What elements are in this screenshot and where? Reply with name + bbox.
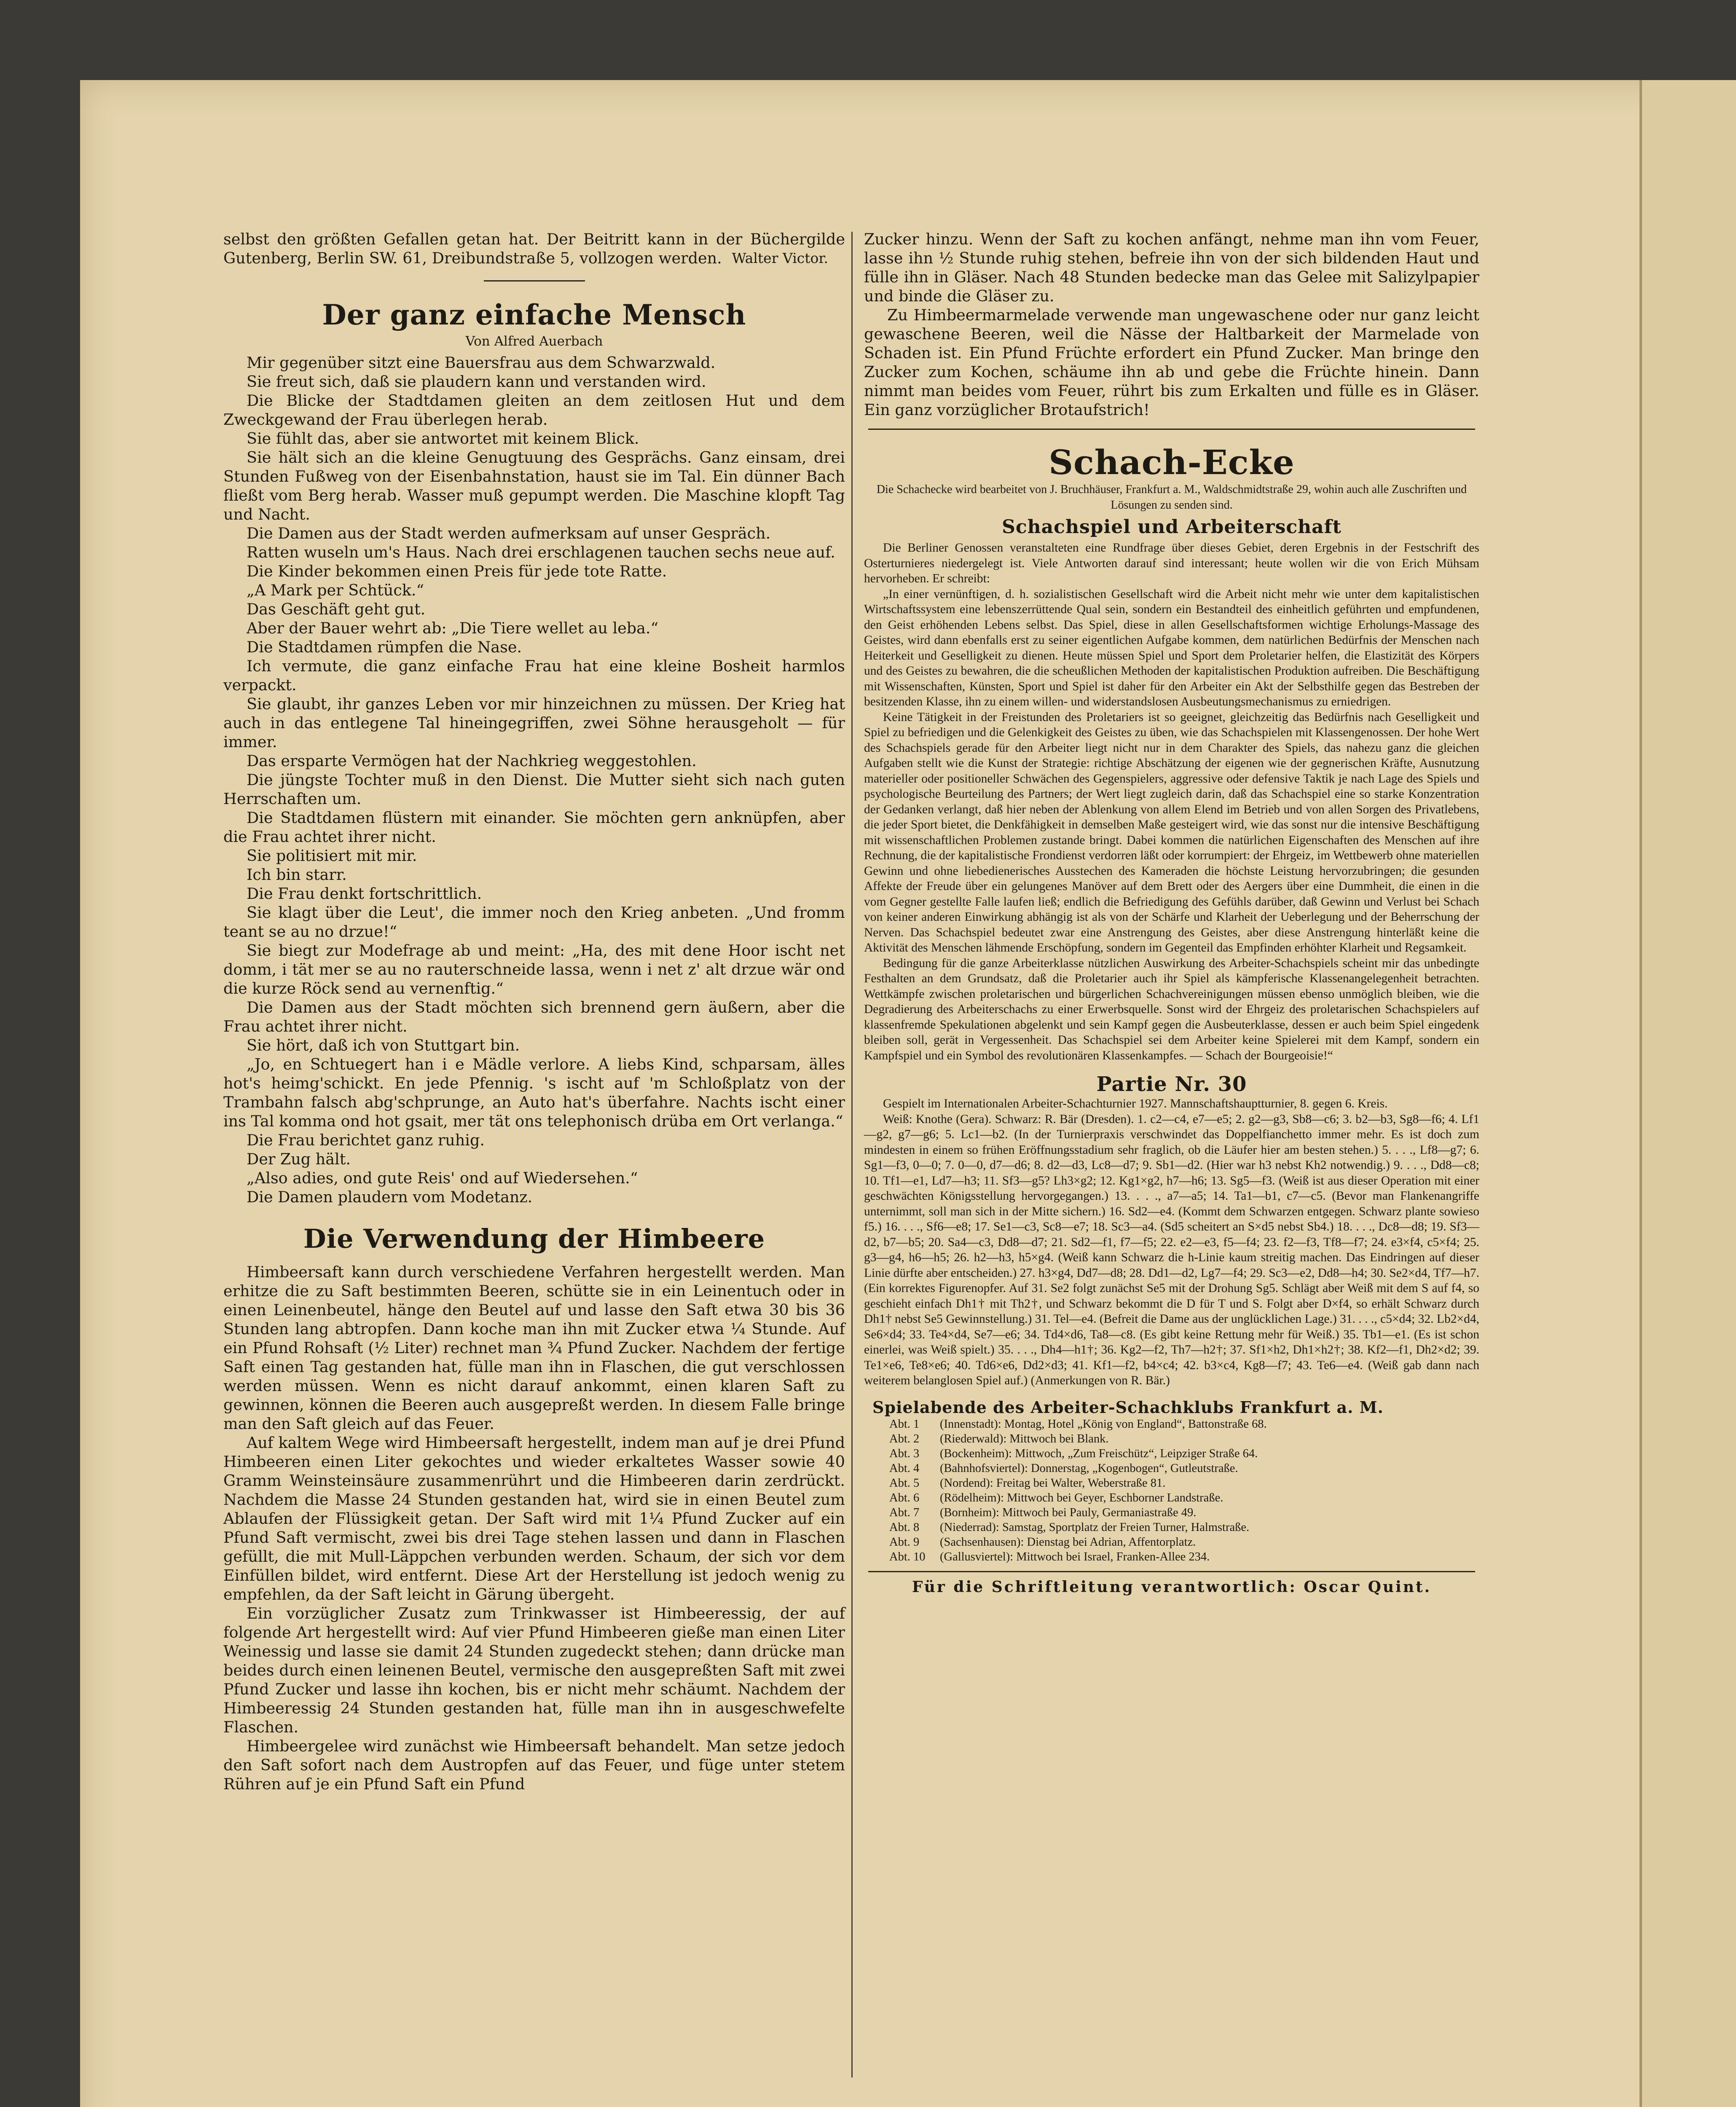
club-section: Abt. 9: [889, 1535, 920, 1549]
list-item: [864, 1520, 1479, 1535]
club-section: Abt. 4: [889, 1461, 920, 1475]
story-paragraph: Sie hält sich an die kleine Genugtuung des Gesprächs. Ganz einsam, drei Stunden Fußweg von der Eisenbahnstation, haust sie im Tal. Ein dünner Bach fließt vom Berg herab. Wasser muß gepumpt werden. Die Maschine klopft Tag und Nacht.: [223, 448, 845, 523]
raspberry-paragraph: Auf kaltem Wege wird Himbeersaft hergestellt, indem man auf je drei Pfund Himbeeren einen Liter gekochtes und wieder erkaltetes Wasser sowie 40 Gramm Weinsteinsäure zusammenrührt und die Himbeeren darin zerdrückt. Nachdem die Masse 24 Stunden gestanden hat, wird sie in einen Beutel zum Ablaufen der Flüssigkeit getan. Der Saft wird mit 1¼ Pfund Zucker auf ein Pfund Saft vermischt, zwei bis drei Tage stehen lassen und dann in Flaschen gefüllt, die mit Mull-Läppchen verbunden werden. Schaum, der sich vor dem Einfüllen bildet, wird entfernt. Diese Art der Herstellung ist jedoch wenig zu empfehlen, da der Saft leicht in Gärung übergeht.: [223, 1434, 845, 1603]
story-paragraph: „Also adies, ond gute Reis' ond auf Wiedersehen.“: [247, 1169, 638, 1187]
story-paragraph: Die Kinder bekommen einen Preis für jede tote Ratte.: [247, 562, 667, 580]
separator-rule: [868, 1571, 1475, 1572]
story-paragraph: Sie biegt zur Modefrage ab und meint: „Ha, des mit dene Hoor ischt net domm, i tät mer se au no rauterschneide lassa, wenn i net z' alt drzue wär ond die kurze Röck send au vernenftig.“: [223, 941, 845, 997]
story-paragraph: Die Frau denkt fortschrittlich.: [247, 885, 482, 903]
club-details: (Riederwald): Mittwoch bei Blank.: [940, 1432, 1109, 1445]
game-title: Partie Nr. 30: [1096, 1072, 1247, 1096]
club-details: (Sachsenhausen): Dienstag bei Adrian, Affentorplatz.: [940, 1535, 1196, 1549]
list-item: [864, 1505, 1479, 1520]
list-item: [864, 1549, 1479, 1564]
chess-article: [864, 540, 1479, 1063]
separator-rule: [484, 280, 585, 281]
club-section: Abt. 1: [889, 1417, 920, 1431]
club-section: Abt. 5: [889, 1476, 920, 1490]
clubs-list: [864, 1417, 1479, 1564]
club-section: Abt. 2: [889, 1432, 920, 1445]
chess-paragraph: Bedingung für die ganze Arbeiterklasse nützlichen Auswirkung des Arbeiter-Schachspiels scheint mir das unbedingte Festhalten an dem Grundsatz, daß die Proletarier auch ihr Spiel als kämpferische Klassenangelegenheit betrachten. Wettkämpfe zwischen proletarischen und bürgerlichen Schachvereinigungen müssen ebenso unmöglich bleiben, wie die Degradierung des Arbeiterschachs zu einer Erwerbsquelle. Sonst wird der Ehrgeiz des proletarischen Schachspielers auf klassenfremde Spekulationen abgelenkt und sein Kampf gegen die Ausbeuterklasse, dessen er auch beim Spiel eingedenk bleiben soll, gerät in Vergessenheit. Das Schachspiel sei dem Arbeiter keine Spielerei mit dem Kampf, sondern ein Kampfspiel und ein Symbol des revolutionären Klassenkampfes. — Schach der Bourgeoisie!“: [864, 956, 1479, 1062]
left-column: [223, 230, 845, 1793]
continuation-text: Zucker hinzu. Wenn der Saft zu kochen anfängt, nehme man ihn vom Feuer, lasse ihn ½ Stunde ruhig stehen, befreie ihn von der sich bildenden Haut und fülle ihn in Gläser. Nach 48 Stunden bedecke man das Gelee mit Salizylpapier und binde die Gläser zu.: [864, 230, 1479, 305]
separator-rule: [868, 429, 1475, 430]
story-paragraph: Die Blicke der Stadtdamen gleiten an dem zeitlosen Hut und dem Zweckgewand der Frau überlegen herab.: [223, 391, 845, 429]
story-paragraph: Sie klagt über die Leut', die immer noch den Krieg anbeten. „Und fromm teant se au no drzue!“: [223, 903, 845, 941]
story-paragraph: Die Damen plaudern vom Modetanz.: [247, 1188, 533, 1206]
right-column: [864, 230, 1479, 1596]
story-paragraph: Die jüngste Tochter muß in den Dienst. Die Mutter sieht sich nach guten Herrschaften um.: [223, 771, 845, 808]
club-details: (Nordend): Freitag bei Walter, Weberstraße 81.: [940, 1476, 1166, 1490]
list-item: [864, 1431, 1479, 1446]
continuation-text: Zu Himbeermarmelade verwende man ungewaschene oder nur ganz leicht gewaschene Beeren, weil die Nässe der Haltbarkeit der Marmelade von Schaden ist. Ein Pfund Früchte erfordert ein Pfund Zucker. Man bringe den Zucker zum Kochen, schäume ihn ab und gebe die Früchte hinein. Dann nimmt man beides vom Feuer, rührt bis zum Erkalten und fülle es in Gläser. Ein ganz vorzüglicher Brotaufstrich!: [864, 306, 1479, 419]
story-paragraph: Ratten wuseln um's Haus. Nach drei erschlagenen tauchen sechs neue auf.: [247, 543, 835, 561]
club-details: (Innenstadt): Montag, Hotel „König von England“, Battonstraße 68.: [940, 1417, 1267, 1431]
raspberry-paragraph: Himbeersaft kann durch verschiedene Verfahren hergestellt werden. Man erhitze die zu Saft bestimmten Beeren, schütte sie in ein Leinentuch oder in einen Leinenbeutel, hänge den Beutel auf und lasse den Saft etwa 30 bis 36 Stunden lang abtropfen. Dann koche man ihn mit Zucker etwa ¼ Stunde. Auf ein Pfund Rohsaft (½ Liter) rechnet man ¾ Pfund Zucker. Nachdem der fertige Saft einen Tag gestanden hat, fülle man ihn in Flaschen, die gut verschlossen werden müssen. Wenn es nicht darauf ankommt, einen klaren Saft zu gewinnen, können die Beeren auch ausgepreßt werden. In diesem Falle bringe man den Saft gleich auf das Feuer.: [223, 1263, 845, 1433]
club-details: (Bornheim): Mittwoch bei Pauly, Germaniastraße 49.: [940, 1506, 1197, 1519]
raspberry-paragraph: Ein vorzüglicher Zusatz zum Trinkwasser ist Himbeeressig, der auf folgende Art hergestellt wird: Auf vier Pfund Himbeeren gieße man einen Liter Weinessig und lasse sie damit 24 Stunden zugedeckt stehen; dann drücke man beides durch einen leinenen Beutel, vermische den ausgepreßten Saft mit zwei Pfund Zucker und lasse ihn kochen, bis er nicht mehr schäumt. Nachdem der Himbeeressig 24 Stunden gestanden hat, fülle man ihn in ausgeschwefelte Flaschen.: [223, 1604, 845, 1736]
story-paragraph: Die Stadtdamen rümpfen die Nase.: [247, 638, 522, 656]
story-paragraph: Aber der Bauer wehrt ab: „Die Tiere wellet au leba.“: [247, 619, 659, 637]
story-paragraph: Das ersparte Vermögen hat der Nachkrieg weggestohlen.: [247, 752, 697, 770]
column-divider: [851, 232, 853, 2078]
clubs-title: Spielabende des Arbeiter-Schachklubs Frankfurt a. M.: [872, 1397, 1384, 1417]
story-paragraph: Die Damen aus der Stadt werden aufmerksam auf unser Gespräch.: [247, 524, 771, 542]
raspberry-continuation: [864, 230, 1479, 419]
chess-paragraph: „In einer vernünftigen, d. h. sozialistischen Gesellschaft wird die Arbeit nicht mehr wie unter dem kapitalistischen Wirtschaftssystem eine lebenszerrüttende Qual sein, sondern ein Bestandteil des einheitlich geführten und empfundenen, den Geist erhöhenden Lebens selbst. Das Spiel, diese in allen Gesellschaftsformen wichtige Erholungs-Massage des Geistes, wird dann ebenfalls erst zu seiner eigentlichen Aufgabe kommen, dem natürlichen Bedürfnis der Menschen nach Heiterkeit und Geselligkeit zu dienen. Heute müssen Spiel und Sport dem Proletarier helfen, die Elastizität des Körpers und des Geistes zu bewahren, die die scheußlichen Methoden der kapitalistischen Produktion aufreiben. Die Beschäftigung mit Wissenschaften, Künsten, Sport und Spiel ist daher für den Arbeiter ein Akt der Selbsthilfe gegen das Bestreben der besitzenden Klasse, ihn zu einem willen- und widerstandslosen Ausbeutungsmechanismus zu erniedrigen.: [864, 587, 1479, 708]
game-moves: Weiß: Knothe (Gera). Schwarz: R. Bär (Dresden). 1. c2—c4, e7—e5; 2. g2—g3, Sb8—c6; 3. b2—b3, Sg8—f6; 4. Lf1—g2, g7—g6; 5. Lc1—b2. (In der Turnierpraxis verschwindet das Doppelfianchetto immer mehr. Es ist doch zum mindesten in einem so frühen Eröffnungsstadium sehr fraglich, ob die Läufer hier am besten stehen.) 5. . . ., Lf8—g7; 6. Sg1—f3, 0—0; 7. 0—0, d7—d6; 8. d2—d3, Lc8—d7; 9. Sb1—d2. (Hier war h3 nebst Kh2 notwendig.) 9. . . ., Dd8—c8; 10. Tf1—e1, Ld7—h3; 11. Sf3—g5? Lh3×g2; 12. Kg1×g2, h7—h6; 13. Sg5—f3. (Weiß ist aus dieser Operation mit einer geschwächten Königsstellung hervorgegangen.) 13. . . ., a7—a5; 14. Ta1—b1, c7—c5. (Bevor man Flankenangriffe unternimmt, soll man sich in der Mitte sichern.) 16. Sd2—e4. (Kommt dem Schwarzen entgegen. Schwarz plante sowieso f5.) 16. . . ., Sf6—e8; 17. Se1—c3, Sc8—e7; 18. Sc3—a4. (Sd5 scheitert an S×d5 nebst Sb4.) 18. . . ., Dc8—d8; 19. Sf3—d2, b7—b5; 20. Sa4—c3, Dd8—d7; 21. Sd2—f1, f7—f5; 22. e2—e3, f5—f4; 23. f2—f3, Tf8—f7; 24. e3×f4, c5×f4; 25. g3—g4, h6—h5; 26. h2—h3, h5×g4. (Weiß kann Schwarz die h-Linie kaum streitig machen. Das Eindringen auf dieser Linie dürfte aber entscheiden.) 27. h3×g4, Dd7—d8; 28. Dd1—d2, Lg7—f4; 29. Sc3—e2, Dd8—h4; 30. Se2×d4, Tf7—h7. (Ein korrektes Figurenopfer. Auf 31. Se2 folgt zunächst Se5 mit der Drohung Sg5. Schlägt aber Weiß mit dem S auf f4, so geschieht einfach Dh1† mit Th2†, und Schwarz bekommt die D für T und S. Folgt aber D×f4, so erhält Schwarz durch Dh1† nebst Se5 Gewinnstellung.) 31. Tel—e4. (Befreit die Dame aus der unglücklichen Lage.) 31. . . ., c5×d4; 32. Lb2×d4, Se6×d4; 33. Te4×d4, Se7—e6; 34. Td4×d6, Ta8—c8. (Es gibt keine Rettung mehr für Weiß.) 35. Tb1—e1. (Es ist schon einerlei, was Weiß spielt.) 35. . . ., Dh4—h1†; 36. Kg2—f2, Th7—h2†; 37. Sf1×h2, Dh1×h2†; 38. Kf2—f1, Dh2×d2; 39. Te1×e6, Te8×e6; 40. Td6×e6, Dd2×d3; 41. Kf1—f2, b4×c4; 42. b3×c4, Kg8—f7; 43. Te6—e4. (Weiß gab dann nach weiterem belanglosen Spiel auf.) (Anmerkungen von R. Bär.): [864, 1112, 1479, 1387]
club-details: (Bockenheim): Mittwoch, „Zum Freischütz“, Leipziger Straße 64.: [940, 1447, 1258, 1460]
story-paragraph: Der Zug hält.: [247, 1150, 351, 1168]
chess-paragraph: Keine Tätigkeit in der Freistunden des Proletariers ist so geeignet, gleichzeitig das Bedürfnis nach Geselligkeit und Spiel zu befriedigen und die Gelenkigkeit des Geistes zu üben, wie das Schachspielen mit Klassengenossen. Der hohe Wert des Schachspiels gerade für den Arbeiter liegt nicht nur in dem Charakter des Spiels, das nahezu ganz die gleichen Aufgaben stellt wie die Kunst der Strategie: richtige Abschätzung der eigenen wie der gegnerischen Kräfte, Ausnutzung materieller oder positioneller Schwächen des Gegenspielers, aggressive oder defensive Taktik je nach Lage des Spiels und psychologische Beurteilung des Partners; der Wert liegt zugleich darin, daß das Schachspiel eine so starke Konzentration der Gedanken verlangt, daß hier neben der Ablenkung von allem Elend im Betrieb und von allen Sorgen des Privatlebens, die jeder Sport bietet, die Denkfähigkeit in demselben Maße gesteigert wird, wie das sonst nur die intensive Beschäftigung mit wissenschaftlichen Problemen zustande bringt. Dabei kommen die natürlichen Eigenschaften des Menschen auf ihre Rechnung, die der kapitalistische Frondienst verdorren läßt oder korrumpiert: der Ehrgeiz, im Wettbewerb ohne materiellen Gewinn und ohne liebedienerisches Ausstechen des Kameraden die höchste Leistung hervorzubringen; die gesunden Affekte der Freude über ein gelungenes Manöver auf dem Brett oder des Aergers über eine Dummheit, die einen in die vom Gegner gestellte Falle laufen ließ; endlich die Befriedigung des Gefühls darüber, daß Gewinn und Verlust bei Schach von keiner anderen Einwirkung abhängig ist als von der Schärfe und Klarheit der Ueberlegung und der Beherrschung der Nerven. Das Schachspiel bedeutet zwar eine Anstrengung des Geistes, aber diese Anstrengung hinterläßt keine die Aktivität des Menschen lähmende Erschöpfung, sondern im Gegenteil das Empfinden erhöhter Klarheit und Regsamkeit.: [864, 710, 1479, 954]
list-item: [864, 1417, 1479, 1431]
club-section: Abt. 10: [889, 1550, 926, 1563]
raspberry-paragraph: Himbeergelee wird zunächst wie Himbeersaft behandelt. Man setze jedoch den Saft sofort nach dem Austropfen auf das Feuer, und füge unter stetem Rühren auf je ein Pfund Saft ein Pfund: [223, 1737, 845, 1793]
story-paragraph: Sie fühlt das, aber sie antwortet mit keinem Blick.: [247, 429, 639, 448]
club-details: (Bahnhofsviertel): Donnerstag, „Kogenbogen“, Gutleutstraße.: [940, 1461, 1238, 1475]
raspberry-title: Die Verwendung der Himbeere: [303, 1223, 765, 1254]
story-paragraph: Sie freut sich, daß sie plaudern kann und verstanden wird.: [247, 373, 706, 391]
chess-subtitle: Schachspiel und Arbeiterschaft: [1002, 516, 1342, 538]
story-byline: Von Alfred Auerbach: [465, 334, 603, 349]
story-paragraph: Sie politisiert mit mir.: [247, 847, 417, 865]
story-paragraph: „Jo, en Schtuegert han i e Mädle verlore. A liebs Kind, schparsam, älles hot's heimg'schickt. En jede Pfennig. 's ischt auf 'm Schloßplatz von der Trambahn falsch abg'schprunge, an Auto hat's überfahre. Nachts ischt einer ins Tal komma ond hot gsait, mer tät ons telephonisch drüba em Ort verlanga.“: [223, 1055, 845, 1130]
chess-title: Schach-Ecke: [1049, 442, 1295, 482]
intro-block: [223, 230, 845, 268]
story-paragraph: Die Stadtdamen flüstern mit einander. Sie möchten gern anknüpfen, aber die Frau achtet ihrer nicht.: [223, 809, 845, 846]
club-section: Abt. 7: [889, 1506, 920, 1519]
club-section: Abt. 6: [889, 1491, 920, 1504]
story-paragraph: „A Mark per Schtück.“: [247, 581, 424, 599]
chess-editor-note: Die Schachecke wird bearbeitet von J. Bruchhäuser, Frankfurt a. M., Waldschmidtstraße 29, wohin auch alle Zuschriften und Lösungen zu senden sind.: [876, 483, 1467, 512]
story-paragraph: Das Geschäft geht gut.: [247, 600, 426, 618]
story-title: Der ganz einfache Mensch: [322, 298, 746, 331]
story-paragraph: Mir gegenüber sitzt eine Bauersfrau aus dem Schwarzwald.: [247, 354, 716, 372]
story-paragraph: Die Damen aus der Stadt möchten sich brennend gern äußern, aber die Frau achtet ihrer nicht.: [223, 998, 845, 1035]
story-paragraph: Sie glaubt, ihr ganzes Leben vor mir hinzeichnen zu müssen. Der Krieg hat auch in das entlegene Tal hineingegriffen, zwei Söhne herausgeholt — für immer.: [223, 695, 845, 751]
story-paragraph: Ich vermute, die ganz einfache Frau hat eine kleine Bosheit harmlos verpackt.: [223, 657, 845, 694]
club-details: (Niederrad): Samstag, Sportplatz der Freien Turner, Halmstraße.: [940, 1520, 1250, 1534]
intro-text: selbst den größten Gefallen getan hat. Der Beitritt kann in der Büchergilde Gutenberg, Berlin SW. 61, Dreibundstraße 5, vollzogen werden.: [223, 230, 845, 267]
club-details: (Rödelheim): Mittwoch bei Geyer, Eschborner Landstraße.: [940, 1491, 1224, 1504]
editor-footer: Für die Schriftleitung verantwortlich: Oscar Quint.: [912, 1578, 1432, 1596]
game-block: [864, 1096, 1479, 1389]
club-details: (Gallusviertel): Mittwoch bei Israel, Franken-Allee 234.: [940, 1550, 1210, 1563]
list-item: [864, 1535, 1479, 1549]
story-paragraph: Sie hört, daß ich von Stuttgart bin.: [247, 1036, 520, 1054]
story-paragraph: Ich bin starr.: [247, 866, 347, 884]
raspberry-body: [223, 1263, 845, 1793]
club-section: Abt. 3: [889, 1447, 920, 1460]
list-item: [864, 1476, 1479, 1490]
intro-signature: Walter Victor.: [732, 250, 828, 266]
club-section: Abt. 8: [889, 1520, 920, 1534]
chess-paragraph: Die Berliner Genossen veranstalteten eine Rundfrage über dieses Gebiet, deren Ergebnis in der Festschrift des Osterturnieres niedergelegt ist. Viele Antworten darauf sind interessant; heute wollen wir die von Erich Mühsam hervorheben. Er schreibt:: [864, 541, 1479, 585]
game-header: Gespielt im Internationalen Arbeiter-Schachturnier 1927. Mannschaftshauptturnier, 8. gegen 6. Kreis.: [883, 1097, 1388, 1110]
list-item: [864, 1446, 1479, 1461]
story-paragraph: Die Frau berichtet ganz ruhig.: [247, 1131, 485, 1149]
story-body: [223, 353, 845, 1206]
list-item: [864, 1490, 1479, 1505]
list-item: [864, 1461, 1479, 1476]
adjacent-page-edge: [1639, 80, 1736, 2107]
